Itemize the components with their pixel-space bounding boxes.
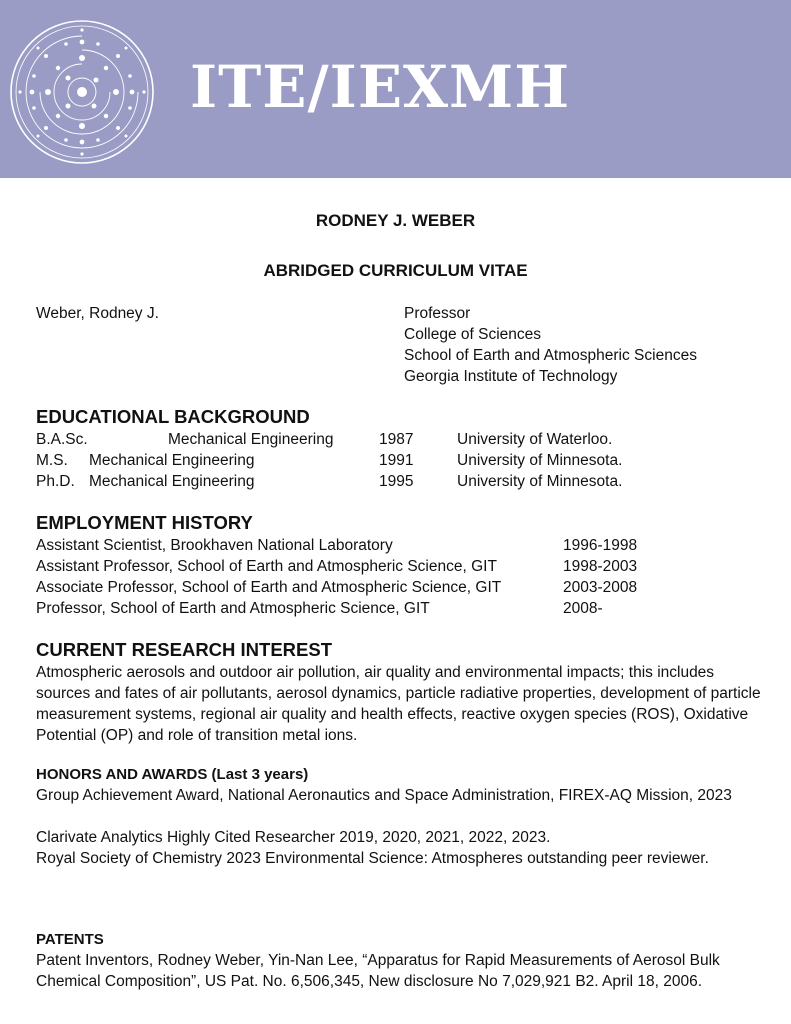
- position: Assistant Scientist, Brookhaven National Laboratory: [36, 537, 393, 554]
- patents-heading: PATENTS: [36, 931, 104, 948]
- research-text: Atmospheric aerosols and outdoor air pollution, air quality and environmental impacts; this includes sources and fates of air pollutants, aerosol dynamics, particle radiative properties, development of particle measurement systems, regional air quality and health effects, reactive oxygen species (ROS), Oxidative Potential (OP) and role of transition metal ions.: [36, 664, 761, 744]
- field: Mechanical Engineering: [89, 473, 255, 490]
- research-heading: CURRENT RESEARCH INTEREST: [36, 639, 333, 660]
- affiliation-title: Professor: [404, 305, 471, 322]
- years: 1996-1998: [563, 537, 638, 554]
- year: 1995: [379, 473, 414, 490]
- field: Mechanical Engineering: [168, 431, 334, 448]
- years: 1998-2003: [563, 558, 638, 575]
- position: Associate Professor, School of Earth and Atmospheric Science, GIT: [36, 579, 502, 596]
- header-banner: [0, 0, 791, 178]
- phaistos-disc-logo: [8, 18, 156, 166]
- employment-heading: EMPLOYMENT HISTORY: [36, 512, 253, 533]
- honors-heading: HONORS AND AWARDS (Last 3 years): [36, 766, 309, 783]
- education-heading: EDUCATIONAL BACKGROUND: [36, 406, 310, 427]
- honor-item: Clarivate Analytics Highly Cited Researcher 2019, 2020, 2021, 2022, 2023.: [36, 829, 551, 846]
- patent-text: Patent Inventors, Rodney Weber, Yin-Nan Lee, “Apparatus for Rapid Measurements of Aerosol Bulk Chemical Composition”, US Pat. No. 6,506,345, New disclosure No 7,029,921 B2. April 18, 2006.: [36, 952, 720, 990]
- degree: B.A.Sc.: [36, 431, 88, 448]
- year: 1991: [379, 452, 414, 469]
- position: Professor, School of Earth and Atmospheric Science, GIT: [36, 600, 430, 617]
- cv-subtitle: ABRIDGED CURRICULUM VITAE: [263, 261, 528, 280]
- affiliation-institute: Georgia Institute of Technology: [404, 368, 618, 385]
- identity-name: Weber, Rodney J.: [36, 305, 159, 322]
- years: 2003-2008: [563, 579, 638, 596]
- affiliation-college: College of Sciences: [404, 326, 541, 343]
- affiliation-school: School of Earth and Atmospheric Sciences: [404, 347, 697, 364]
- school: University of Minnesota.: [457, 452, 623, 469]
- position: Assistant Professor, School of Earth and Atmospheric Science, GIT: [36, 558, 497, 575]
- degree: M.S.: [36, 452, 68, 469]
- honor-item: Royal Society of Chemistry 2023 Environmental Science: Atmospheres outstanding peer reviewer.: [36, 850, 709, 867]
- school: University of Minnesota.: [457, 473, 623, 490]
- banner-title: ITE/IEXMH: [190, 53, 571, 121]
- year: 1987: [379, 431, 414, 448]
- years: 2008-: [563, 600, 603, 617]
- honor-item: Group Achievement Award, National Aeronautics and Space Administration, FIREX-AQ Mission, 2023: [36, 787, 732, 804]
- degree: Ph.D.: [36, 473, 75, 490]
- cv-name: RODNEY J. WEBER: [315, 211, 476, 230]
- field: Mechanical Engineering: [89, 452, 255, 469]
- school: University of Waterloo.: [457, 431, 613, 448]
